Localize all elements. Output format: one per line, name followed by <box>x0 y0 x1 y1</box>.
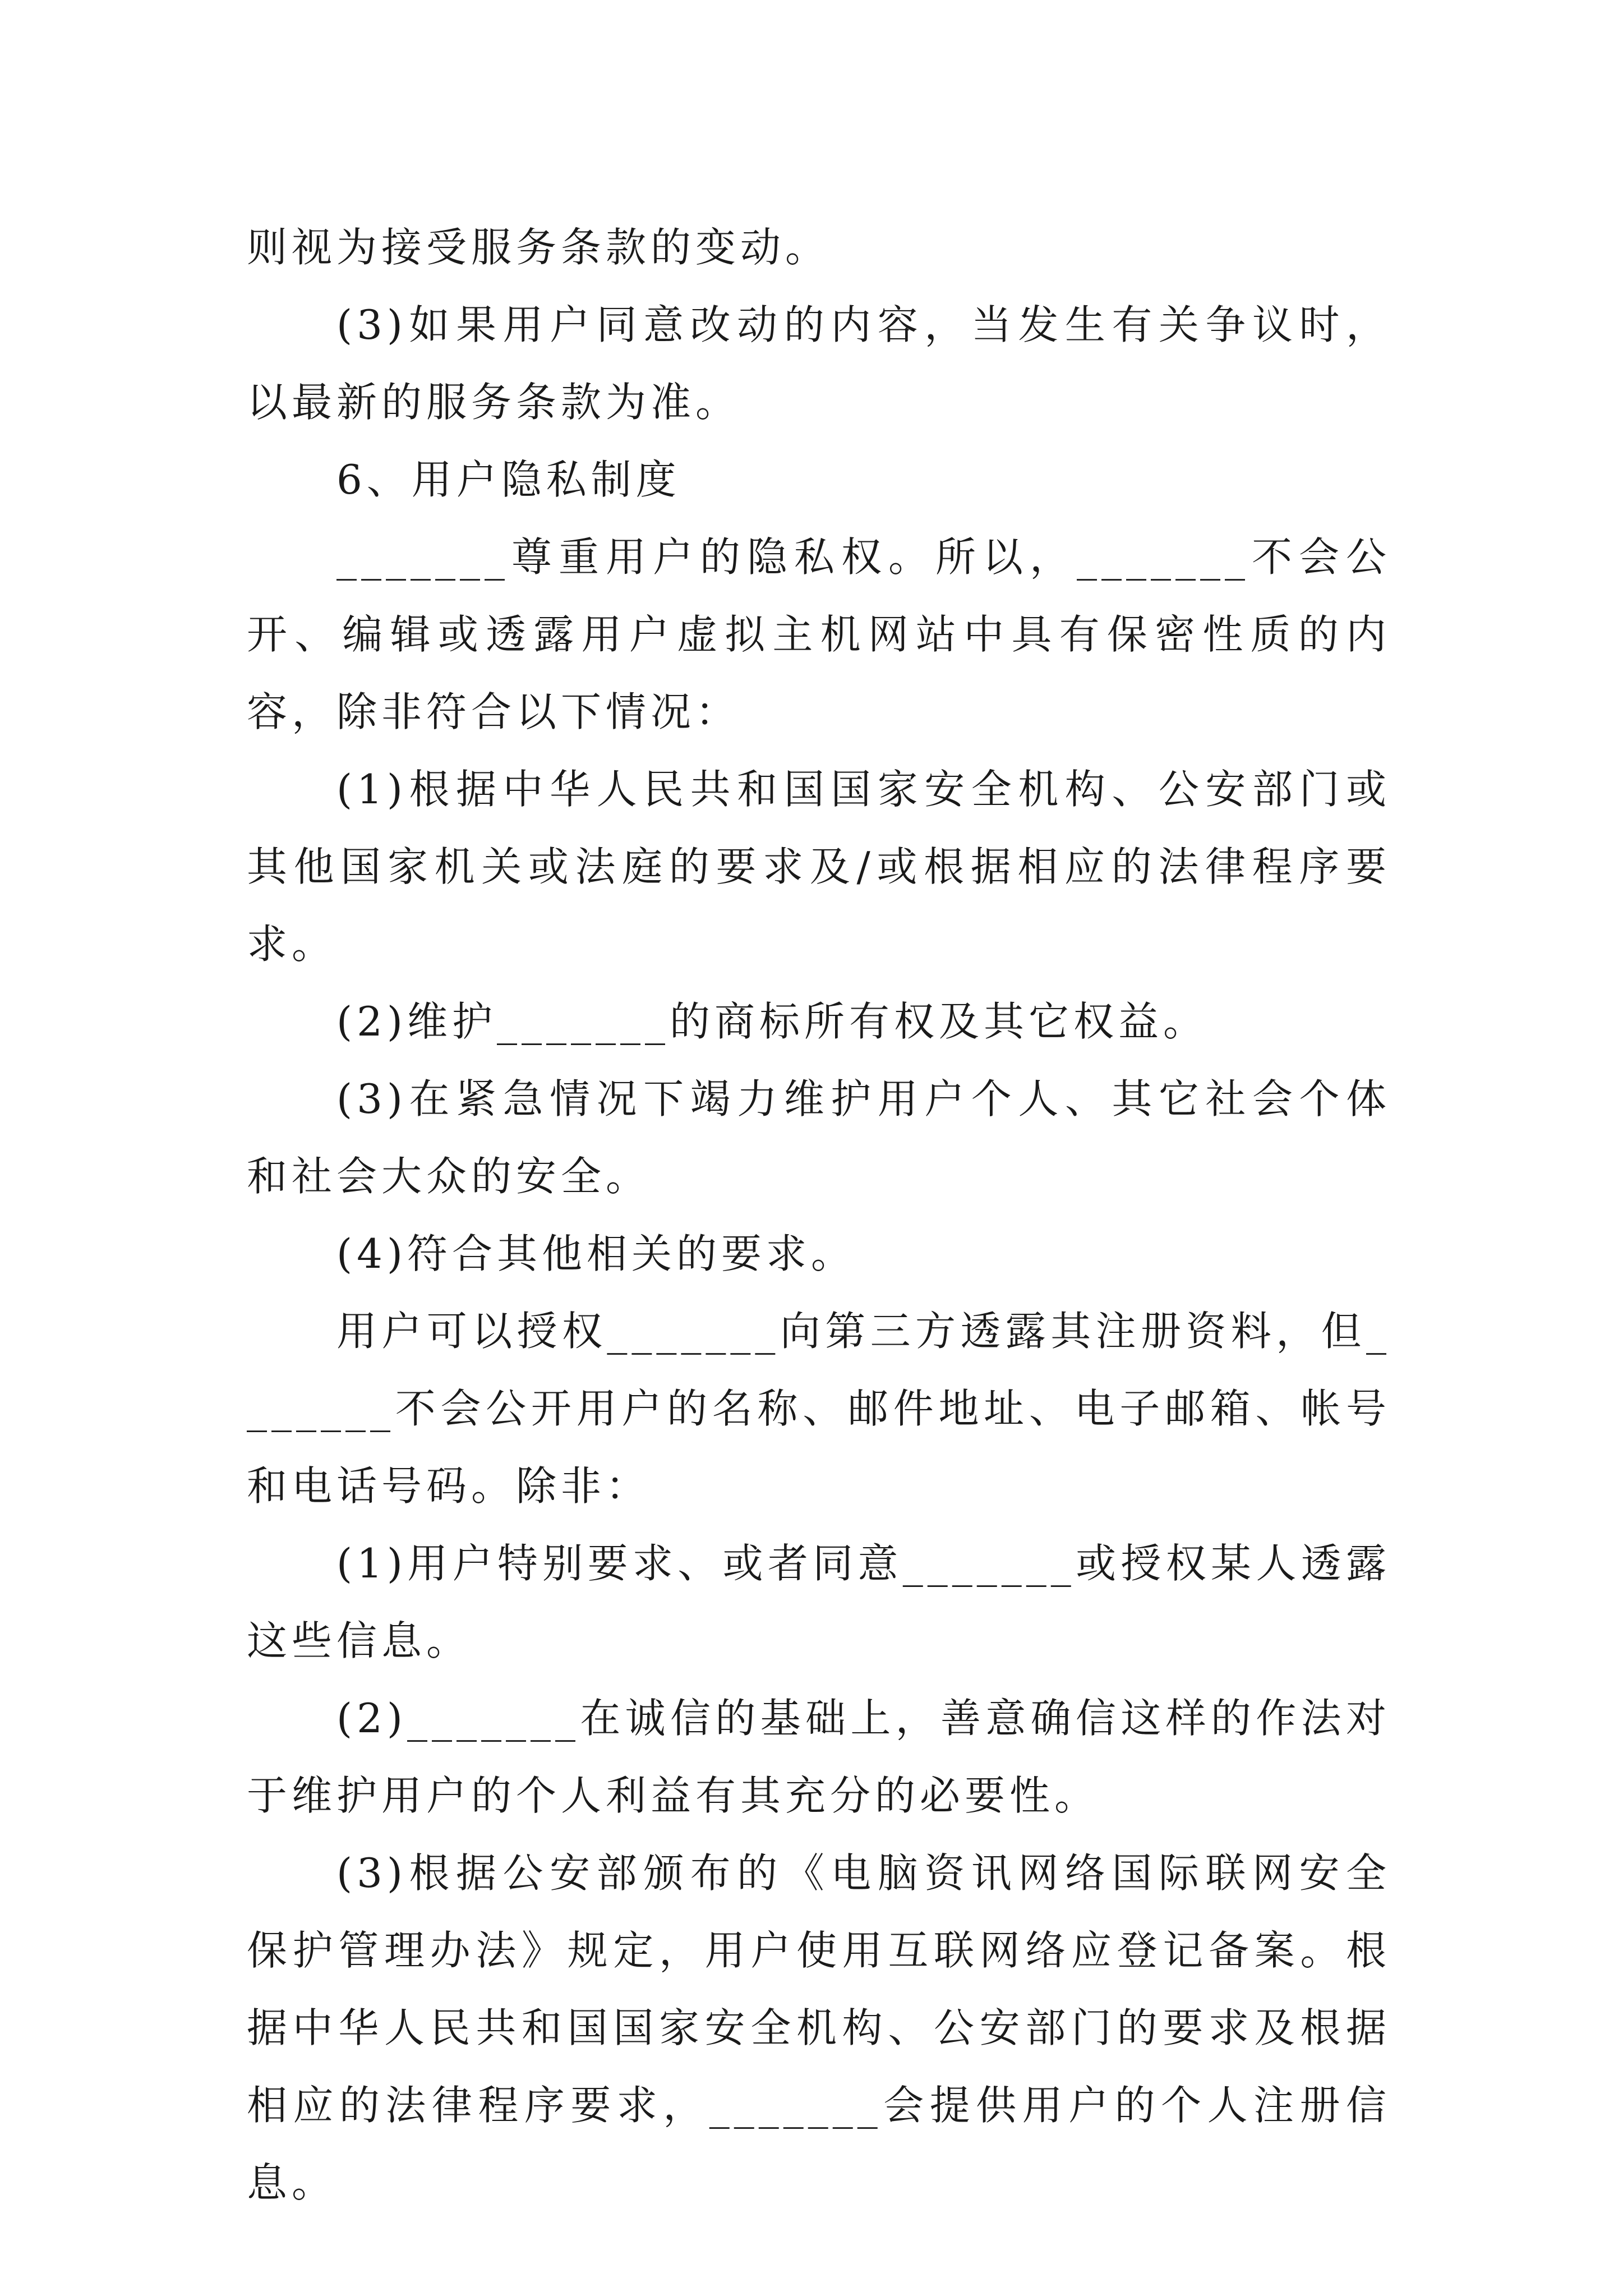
section-heading: 6、用户隐私制度 <box>336 456 681 503</box>
paragraph: (4)符合其他相关的要求。 <box>336 1230 856 1277</box>
paragraph: 用户可以授权_______向第三方透露其注册资料，但_______不会公开用户的名称、邮件地址、电子邮箱、帐号和电话号码。除非： <box>247 1308 1391 1510</box>
paragraph: (3)根据公安部颁布的《电脑资讯网络国际联网安全保护管理办法》规定，用户使用互联网络应登记备案。根据中华人民共和国国家安全机构、公安部门的要求及根据相应的法律程序要求，_______会提供用户的个人注册信息。 <box>247 1849 1391 2206</box>
paragraph: _______尊重用户的隐私权。所以，_______不会公开、编辑或透露用户虚拟主机网站中具有保密性质的内容，除非符合以下情况： <box>247 533 1391 735</box>
paragraph: (3)在紧急情况下竭力维护用户个人、其它社会个体和社会大众的安全。 <box>247 1075 1391 1200</box>
paragraph: 则视为接受服务条款的变动。 <box>247 224 831 271</box>
document-body <box>247 209 1391 2221</box>
paragraph: (2)_______在诚信的基础上，善意确信这样的作法对于维护用户的个人利益有其充分的必要性。 <box>247 1695 1391 1819</box>
paragraph: (1)根据中华人民共和国国家安全机构、公安部门或其他国家机关或法庭的要求及/或根据相应的法律程序要求。 <box>247 766 1391 968</box>
paragraph: (1)用户特别要求、或者同意_______或授权某人透露这些信息。 <box>247 1540 1391 1664</box>
paragraph: (3)如果用户同意改动的内容，当发生有关争议时，以最新的服务条款为准。 <box>247 301 1391 426</box>
paragraph: (2)维护_______的商标所有权及其它权益。 <box>336 998 1208 1045</box>
